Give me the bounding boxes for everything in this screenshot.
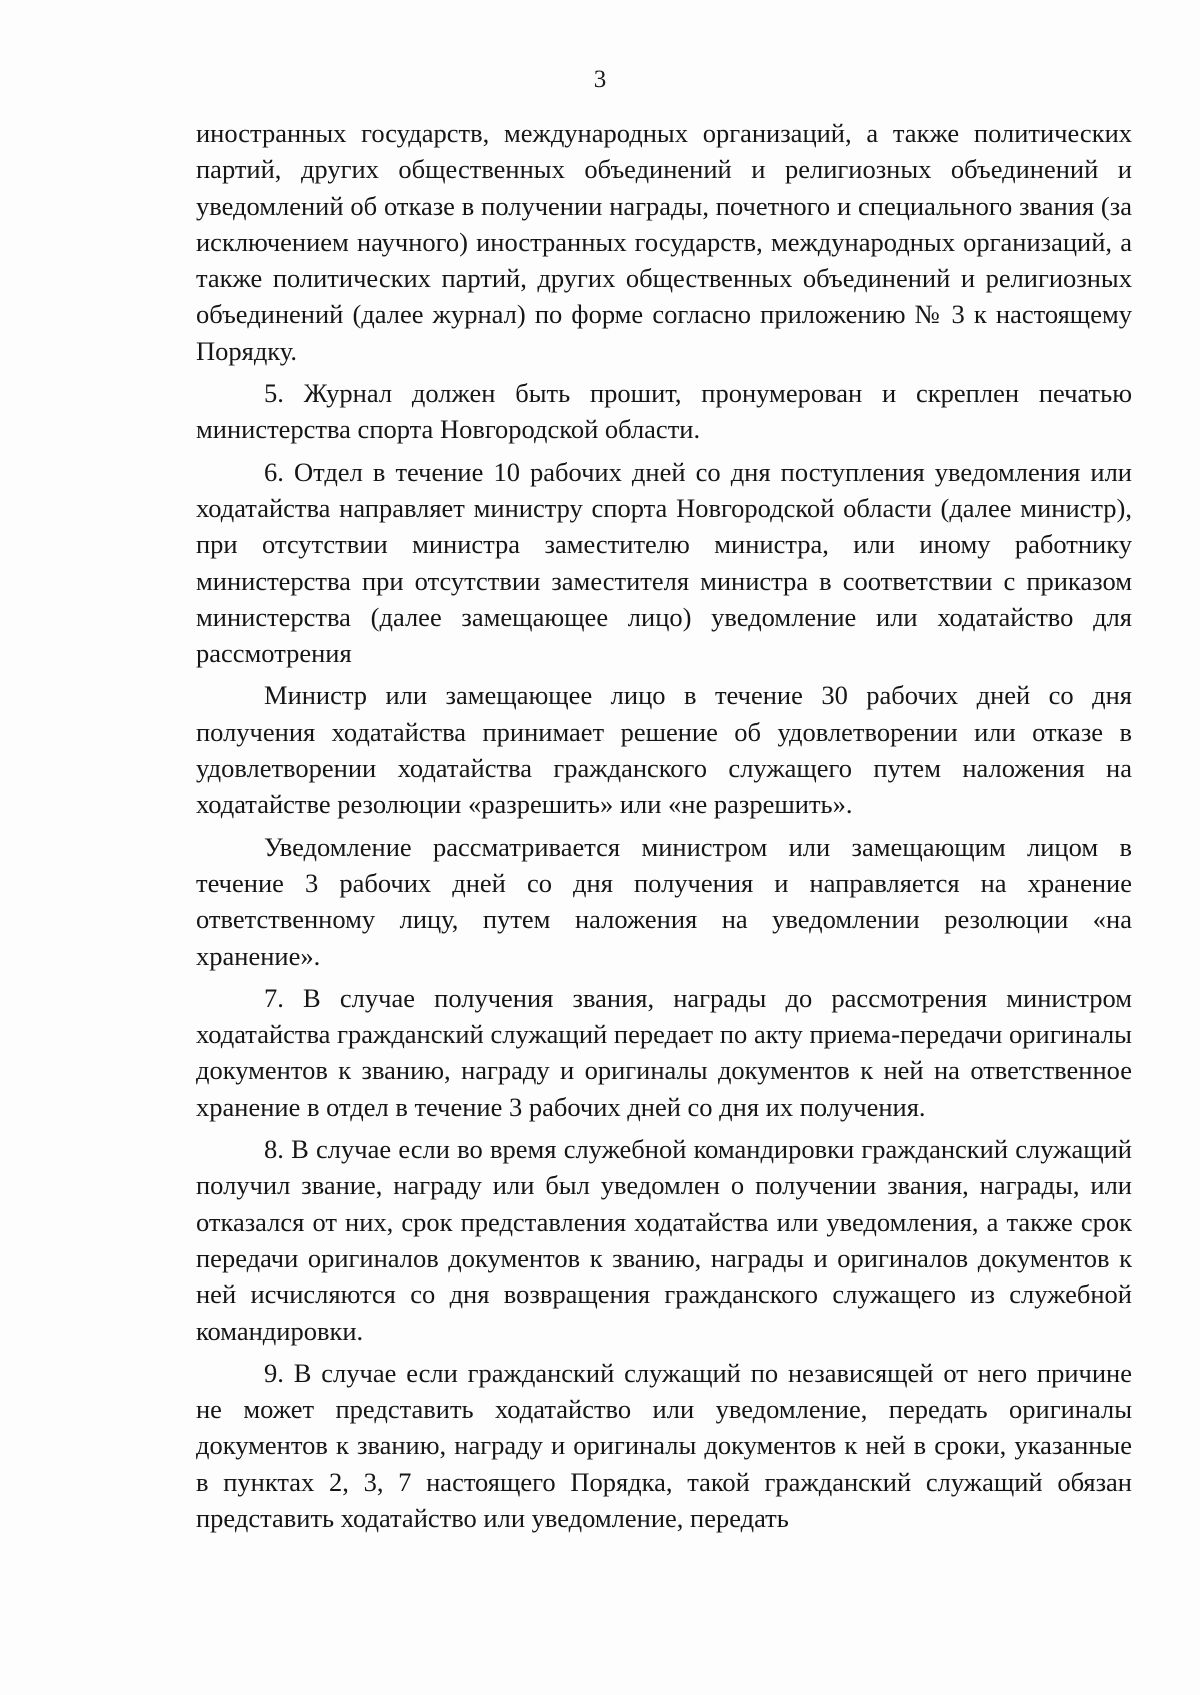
paragraph-6: 6. Отдел в течение 10 рабочих дней со дня поступления уведомления или ходатайства направляет министру спорта Новгородской области (далее министр), при отсутствии министра заместителю министра, или иному работнику министерства при отсутствии заместителя министра в соответствии с приказом министерства (далее замещающее лицо) уведомление или ходатайство для рассмотрения	[196, 456, 1132, 669]
paragraph-6-notification: Уведомление рассматривается министром или замещающим лицом в течение 3 рабочих дней со дня получения и направляется на хранение ответственному лицу, путем наложения на уведомлении резолюции «на хранение».	[196, 831, 1132, 971]
paragraph-8: 8. В случае если во время служебной командировки гражданский служащий получил звание, награду или был уведомлен о получении звания, награды, или отказался от них, срок представления ходатайства или уведомления, а также срок передачи оригиналов документов к званию, награды и оригиналов документов к ней исчисляются со дня возвращения гражданского служащего из служебной командировки.	[196, 1134, 1132, 1346]
paragraph-5: 5. Журнал должен быть прошит, пронумерован и скреплен печатью министерства спорта Новгородской области.	[196, 378, 1132, 445]
document-body	[196, 115, 1132, 1536]
paragraph-continuation: иностранных государств, международных организаций, а также политических партий, других общественных объединений и религиозных объединений и уведомлений об отказе в получении награды, почетного и специального звания (за исключением научного) иностранных государств, международных организаций, а также политических партий, других общественных объединений и религиозных объединений (далее журнал) по форме согласно приложению № 3 к настоящему Порядку.	[196, 118, 1132, 366]
page-number: 3	[593, 66, 607, 93]
paragraph-6-decision: Министр или замещающее лицо в течение 30 рабочих дней со дня получения ходатайства принимает решение об удовлетворении или отказе в удовлетворении ходатайства гражданского служащего путем наложения на ходатайстве резолюции «разрешить» или «не разрешить».	[196, 680, 1132, 820]
paragraph-9: 9. В случае если гражданский служащий по независящей от него причине не может представить ходатайство или уведомление, передать оригиналы документов к званию, награду и оригиналы документов к ней в сроки, указанные в пунктах 2, 3, 7 настоящего Порядка, такой гражданский служащий обязан представить ходатайство или уведомление, передать	[196, 1357, 1132, 1533]
paragraph-7: 7. В случае получения звания, награды до рассмотрения министром ходатайства гражданский служащий передает по акту приема-передачи оригиналы документов к званию, награду и оригиналы документов к ней на ответственное хранение в отдел в течение 3 рабочих дней со дня их получения.	[196, 982, 1132, 1122]
